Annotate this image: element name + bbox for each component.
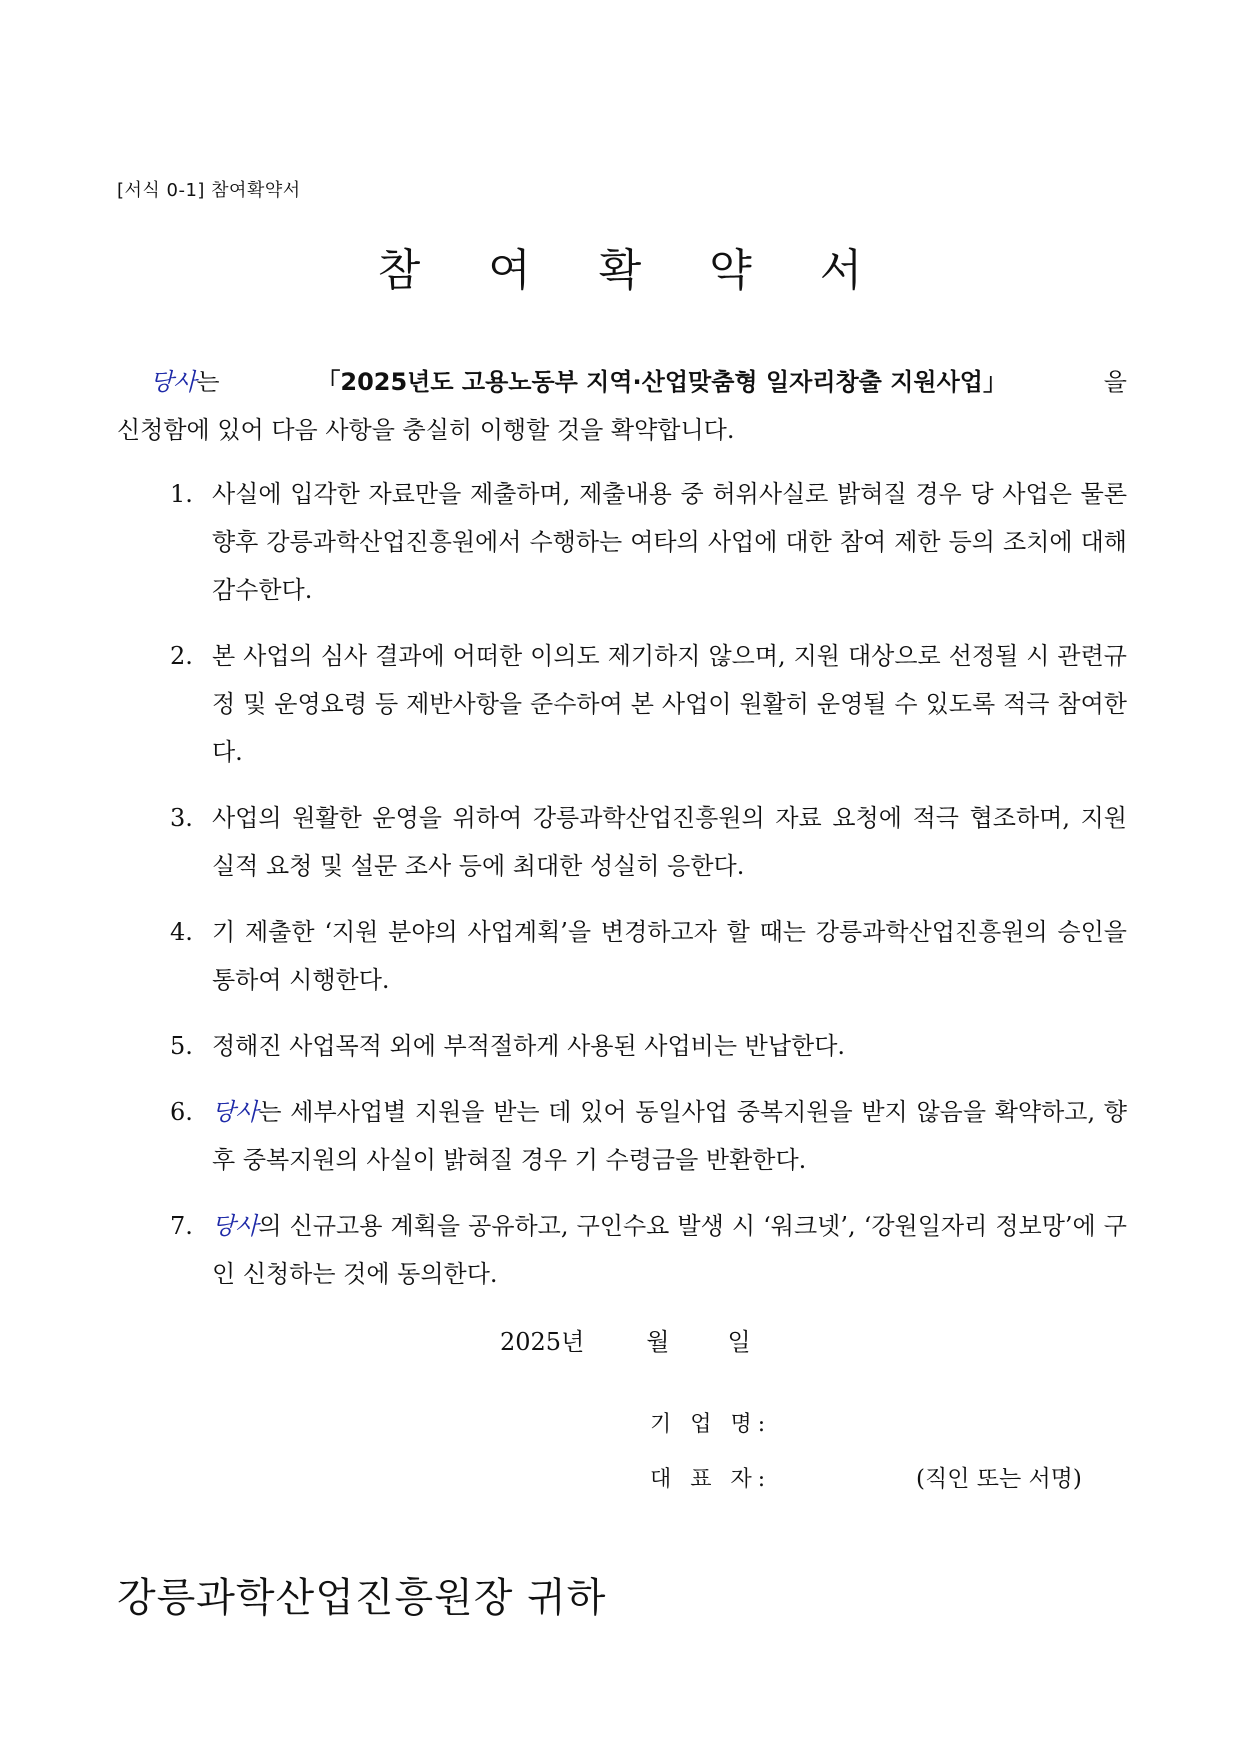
program-name: 「2025년도 고용노동부 지역·산업맞춤형 일자리창출 지원사업」 — [316, 368, 1007, 396]
signature-block — [650, 1398, 1082, 1507]
pledge-item-2 — [170, 632, 1127, 776]
pledge-number: 5. — [170, 1032, 193, 1060]
representative-label: 대 표 자: — [650, 1467, 772, 1492]
company-name-row — [650, 1398, 1082, 1452]
pledge-item-5 — [170, 1022, 1127, 1070]
pledge-text: 정해진 사업목적 외에 부적절하게 사용된 사업비는 반납한다. — [212, 1032, 846, 1060]
intro-paragraph — [117, 358, 1127, 454]
pledge-number: 7. — [170, 1212, 193, 1240]
intro-lead — [150, 358, 220, 406]
pledge-item-6 — [170, 1088, 1127, 1184]
pledge-text: 사업의 원활한 운영을 위하여 강릉과학산업진흥원의 자료 요청에 적극 협조하며, 지원 실적 요청 및 설문 조사 등에 최대한 성실히 응한다. — [212, 804, 1127, 880]
date-month: 월 — [646, 1328, 670, 1356]
pledge-text: 기 제출한 ‘지원 분야의 사업계획’을 변경하고자 할 때는 강릉과학산업진흥원의 승인을 통하여 시행한다. — [212, 918, 1127, 994]
pledge-text: 사실에 입각한 자료만을 제출하며, 제출내용 중 허위사실로 밝혀질 경우 당 사업은 물론 향후 강릉과학산업진흥원에서 수행하는 여타의 사업에 대한 참여 제한 등의 조치에 대해 감수한다. — [212, 480, 1127, 604]
intro-line-1 — [117, 358, 1127, 406]
company-reference: 당사 — [212, 1098, 259, 1126]
pledge-number: 6. — [170, 1098, 193, 1126]
date-line — [500, 1322, 751, 1357]
pledge-item-1 — [170, 470, 1127, 614]
pledge-text: 본 사업의 심사 결과에 어떠한 이의도 제기하지 않으며, 지원 대상으로 선정될 시 관련규정 및 운영요령 등 제반사항을 준수하여 본 사업이 원활히 운영될 수 있도록 적극 참여한다. — [212, 642, 1127, 766]
intro-after-ref: 는 — [196, 368, 220, 396]
date-day: 일 — [727, 1328, 751, 1356]
pledge-item-3 — [170, 794, 1127, 890]
representative-row — [650, 1452, 1082, 1507]
company-name-label: 기 업 명: — [650, 1412, 772, 1437]
intro-after-program: 을 — [1103, 368, 1127, 396]
document-title: 참 여 확 약 서 — [377, 245, 890, 296]
pledge-text: 의 신규고용 계획을 공유하고, 구인수요 발생 시 ‘워크넷’, ‘강원일자리 정보망’에 구인 신청하는 것에 동의한다. — [212, 1212, 1127, 1288]
pledge-item-4 — [170, 908, 1127, 1004]
form-label: [서식 0-1] 참여확약서 — [117, 180, 301, 201]
pledge-item-7 — [170, 1202, 1127, 1298]
pledge-list — [170, 470, 1127, 1316]
date-year: 2025년 — [500, 1328, 585, 1356]
pledge-number: 2. — [170, 642, 193, 670]
seal-note: (직인 또는 서명) — [916, 1466, 1082, 1492]
pledge-number: 1. — [170, 480, 193, 508]
pledge-text: 는 세부사업별 지원을 받는 데 있어 동일사업 중복지원을 받지 않음을 확약하고, 향후 중복지원의 사실이 밝혀질 경우 기 수령금을 반환한다. — [212, 1098, 1127, 1174]
company-reference: 당사 — [212, 1212, 259, 1240]
pledge-number: 4. — [170, 918, 193, 946]
intro-line-2: 신청함에 있어 다음 사항을 충실히 이행할 것을 확약합니다. — [117, 416, 735, 444]
company-reference: 당사 — [150, 368, 197, 396]
pledge-number: 3. — [170, 804, 193, 832]
recipient: 강릉과학산업진흥원장 귀하 — [117, 1575, 607, 1621]
